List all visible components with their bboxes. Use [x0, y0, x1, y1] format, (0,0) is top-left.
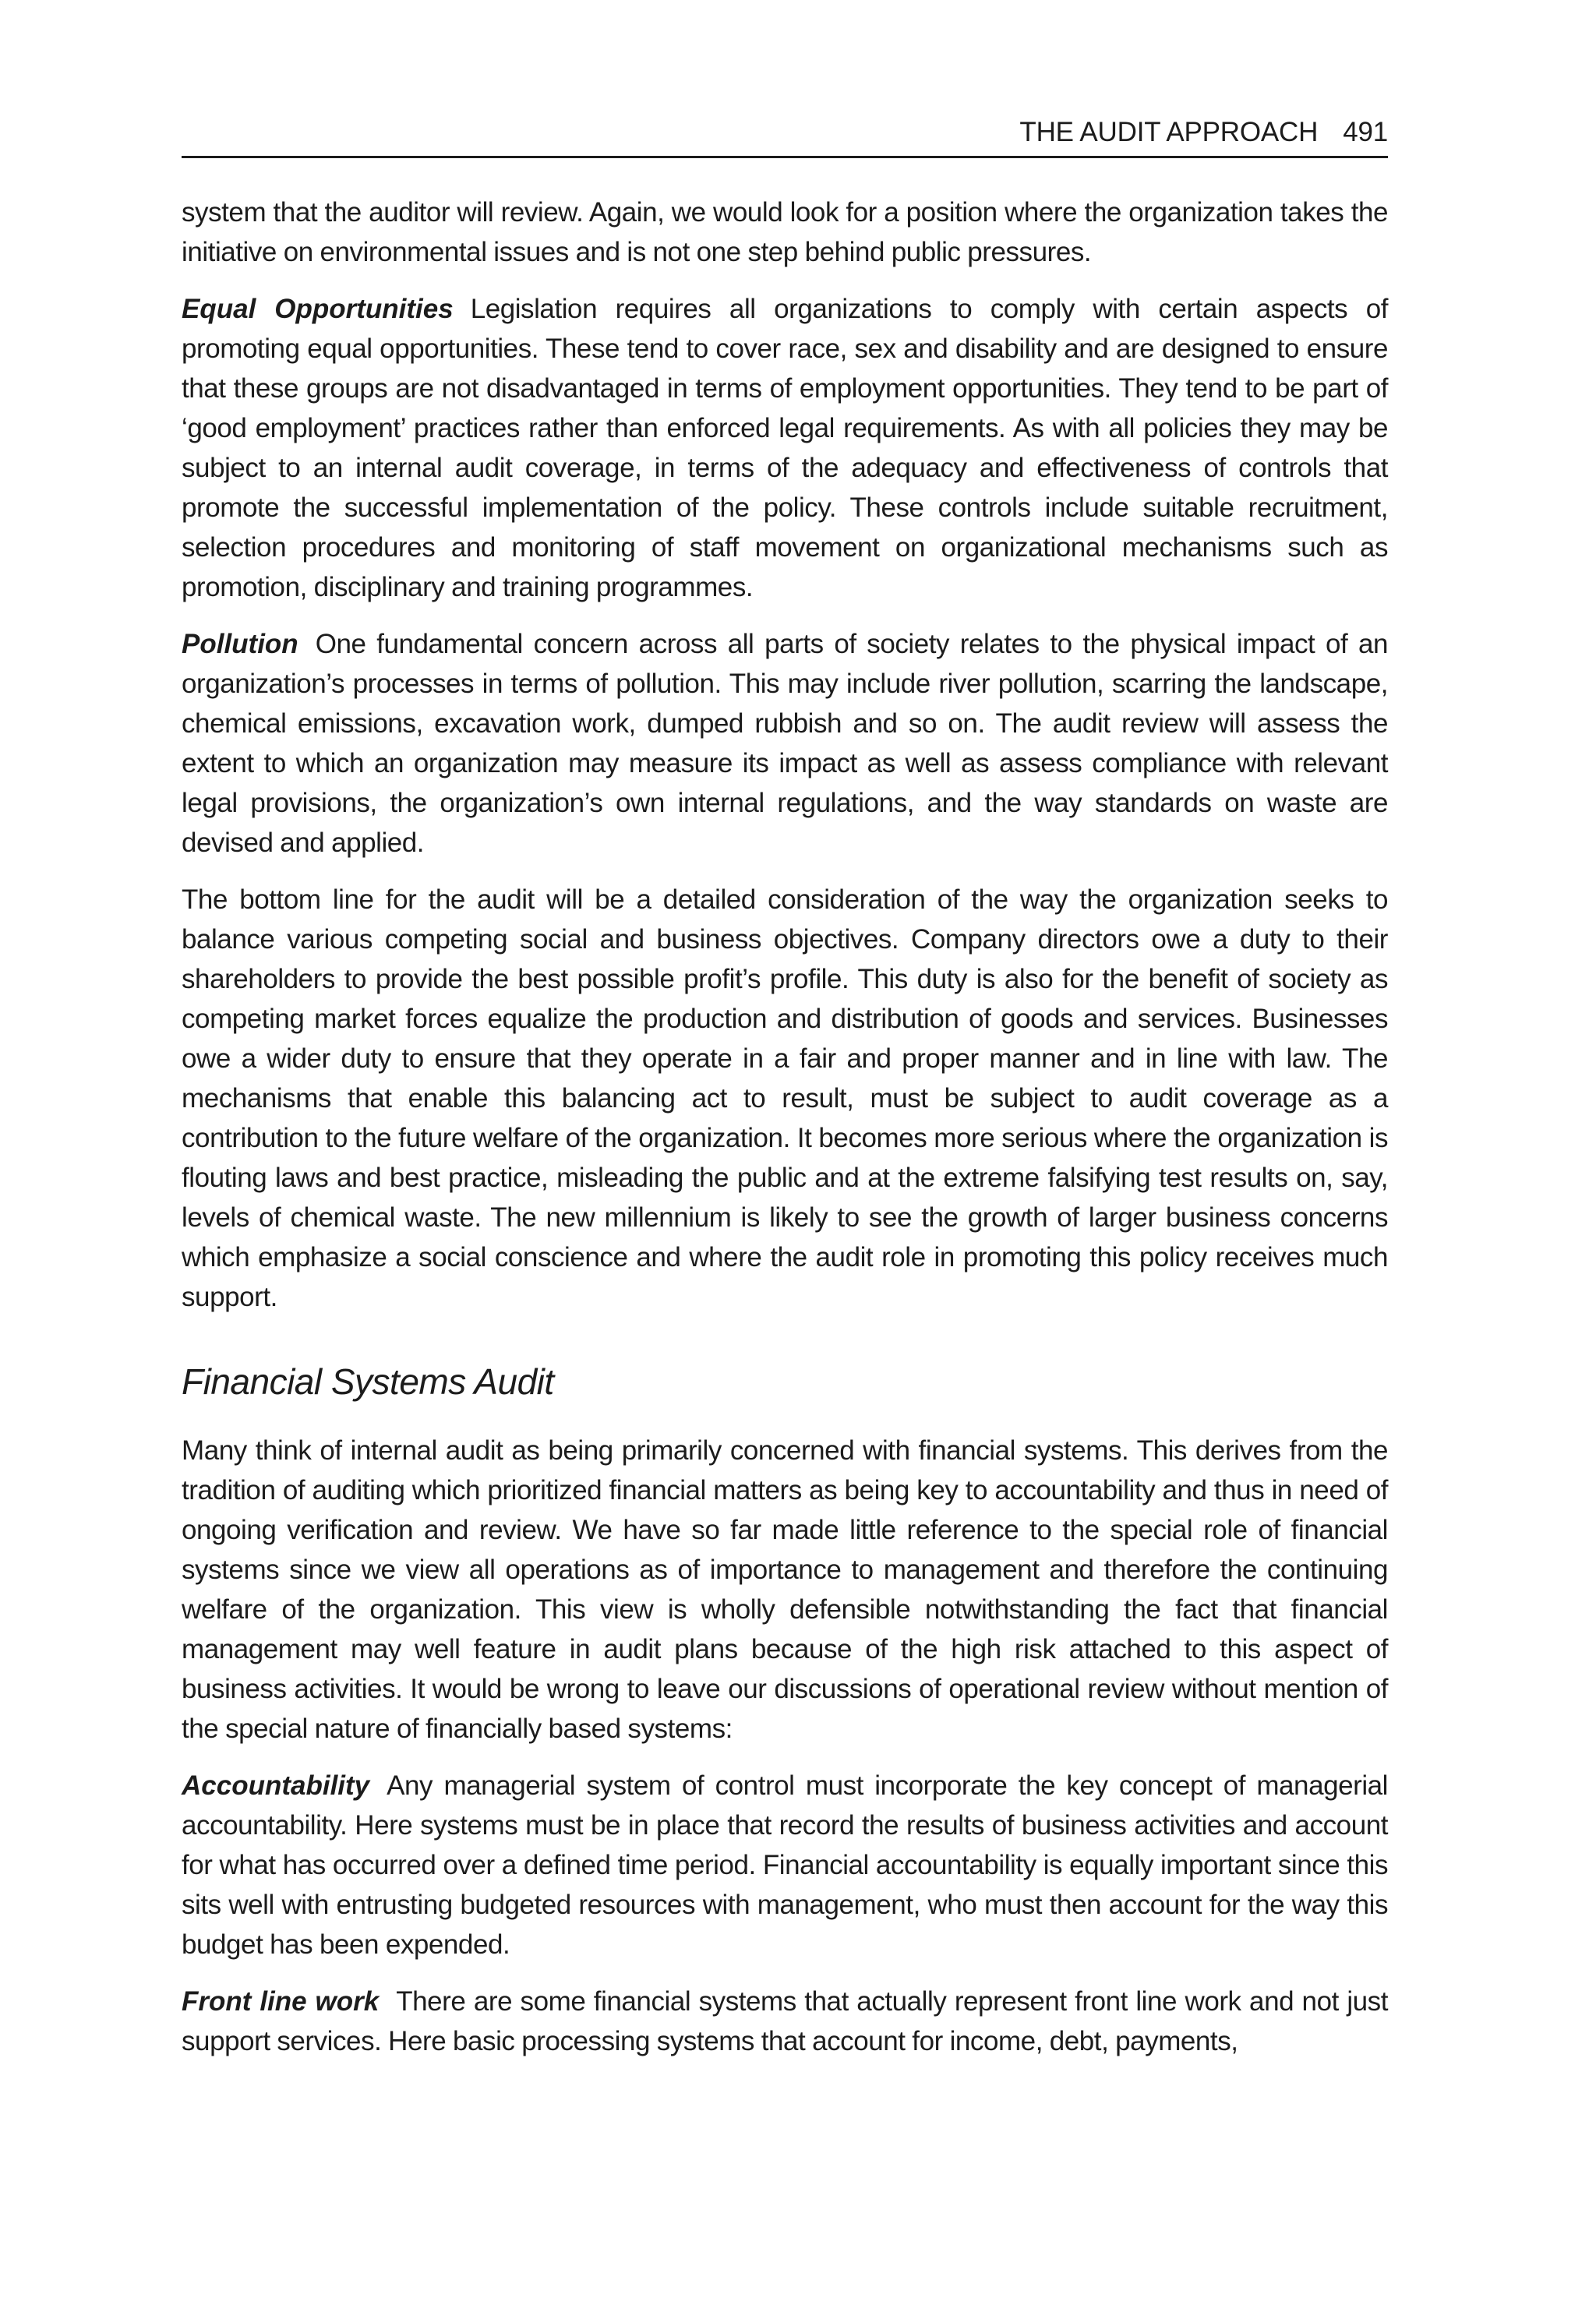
paragraph-text: There are some financial systems that actually represent front line work and not just support services. Here basic processing systems that account for income, debt, payments,: [182, 1986, 1388, 2056]
paragraph-text: system that the auditor will review. Again, we would look for a position where the organization takes the initiative on environmental issues and is not one step behind public pressures.: [182, 197, 1388, 267]
paragraph-accountability: [182, 1766, 1388, 1964]
paragraph-equal-opportunities: [182, 289, 1388, 607]
paragraph-text: One fundamental concern across all parts of society relates to the physical impact of an organization’s processes in terms of pollution. This may include river pollution, scarring the landscape, chemical emissions, excavation work, dumped rubbish and so on. The audit review will assess the extent to which an organization may measure its impact as well as assess compliance with relevant legal provisions, the organization’s own internal regulations, and the way standards on waste are devised and applied.: [182, 629, 1388, 858]
paragraph-text: The bottom line for the audit will be a detailed consideration of the way the organization seeks to balance various competing social and business objectives. Company directors owe a duty to their shareholders to provide the best possible profit’s profile. This duty is also for the benefit of society as competing market forces equalize the production and distribution of goods and services. Businesses owe a wider duty to ensure that they operate in a fair and proper manner and in line with law. The mechanisms that enable this balancing act to result, must be subject to audit coverage as a contribution to the future welfare of the organization. It becomes more serious where the organization is flouting laws and best practice, misleading the public and at the extreme falsifying test results on, say, levels of chemical waste. The new millennium is likely to see the growth of larger business concerns which emphasize a social conscience and where the audit role in promoting this policy receives much support.: [182, 884, 1388, 1312]
paragraph-pollution: [182, 624, 1388, 863]
section-heading: Financial Systems Audit: [182, 1361, 554, 1402]
page-number: 491: [1343, 117, 1388, 147]
paragraph-front-line-work: [182, 1982, 1388, 2061]
book-page: [182, 117, 1388, 2061]
paragraph-text: Legislation requires all organizations to comply with certain aspects of promoting equal opportunities. These tend to cover race, sex and disability and are designed to ensure that these groups are not disadvantaged in terms of employment opportunities. They tend to be part of ‘good employment’ practices rather than enforced legal requirements. As with all policies they may be subject to an internal audit coverage, in terms of the adequacy and effectiveness of controls that promote the successful implementation of the policy. These controls include suitable recruitment, selection procedures and monitoring of staff movement on organizational mechanisms such as promotion, disciplinary and training programmes.: [182, 294, 1388, 602]
paragraph-text: Many think of internal audit as being primarily concerned with financial systems. This derives from the tradition of auditing which prioritized financial matters as being key to accountability and thus in need of ongoing verification and review. We have so far made little reference to the special role of financial systems since we view all operations as of importance to management and therefore the continuing welfare of the organization. This view is wholly defensible notwithstanding the fact that financial management may well feature in audit plans because of the high risk attached to this aspect of business activities. It would be wrong to leave our discussions of operational review without mention of the special nature of financially based systems:: [182, 1435, 1388, 1744]
paragraph-environment-continued: [182, 192, 1388, 272]
body-text: [182, 192, 1388, 2061]
paragraph-financial-intro: [182, 1431, 1388, 1749]
run-in-heading: Pollution: [182, 629, 298, 659]
running-header: [182, 117, 1388, 158]
run-in-heading: Accountability: [182, 1770, 370, 1801]
paragraph-text: Any managerial system of control must incorporate the key concept of managerial accountability. Here systems must be in place that record the results of business activities and account for what has occurred over a defined time period. Financial accountability is equally important since this sits well with entrusting budgeted resources with management, who must then account for the way this budget has been expended.: [182, 1770, 1388, 1960]
paragraph-bottom-line: [182, 880, 1388, 1317]
run-in-heading: Equal Opportunities: [182, 294, 454, 324]
running-title: THE AUDIT APPROACH: [1019, 117, 1319, 147]
run-in-heading: Front line work: [182, 1986, 380, 2017]
